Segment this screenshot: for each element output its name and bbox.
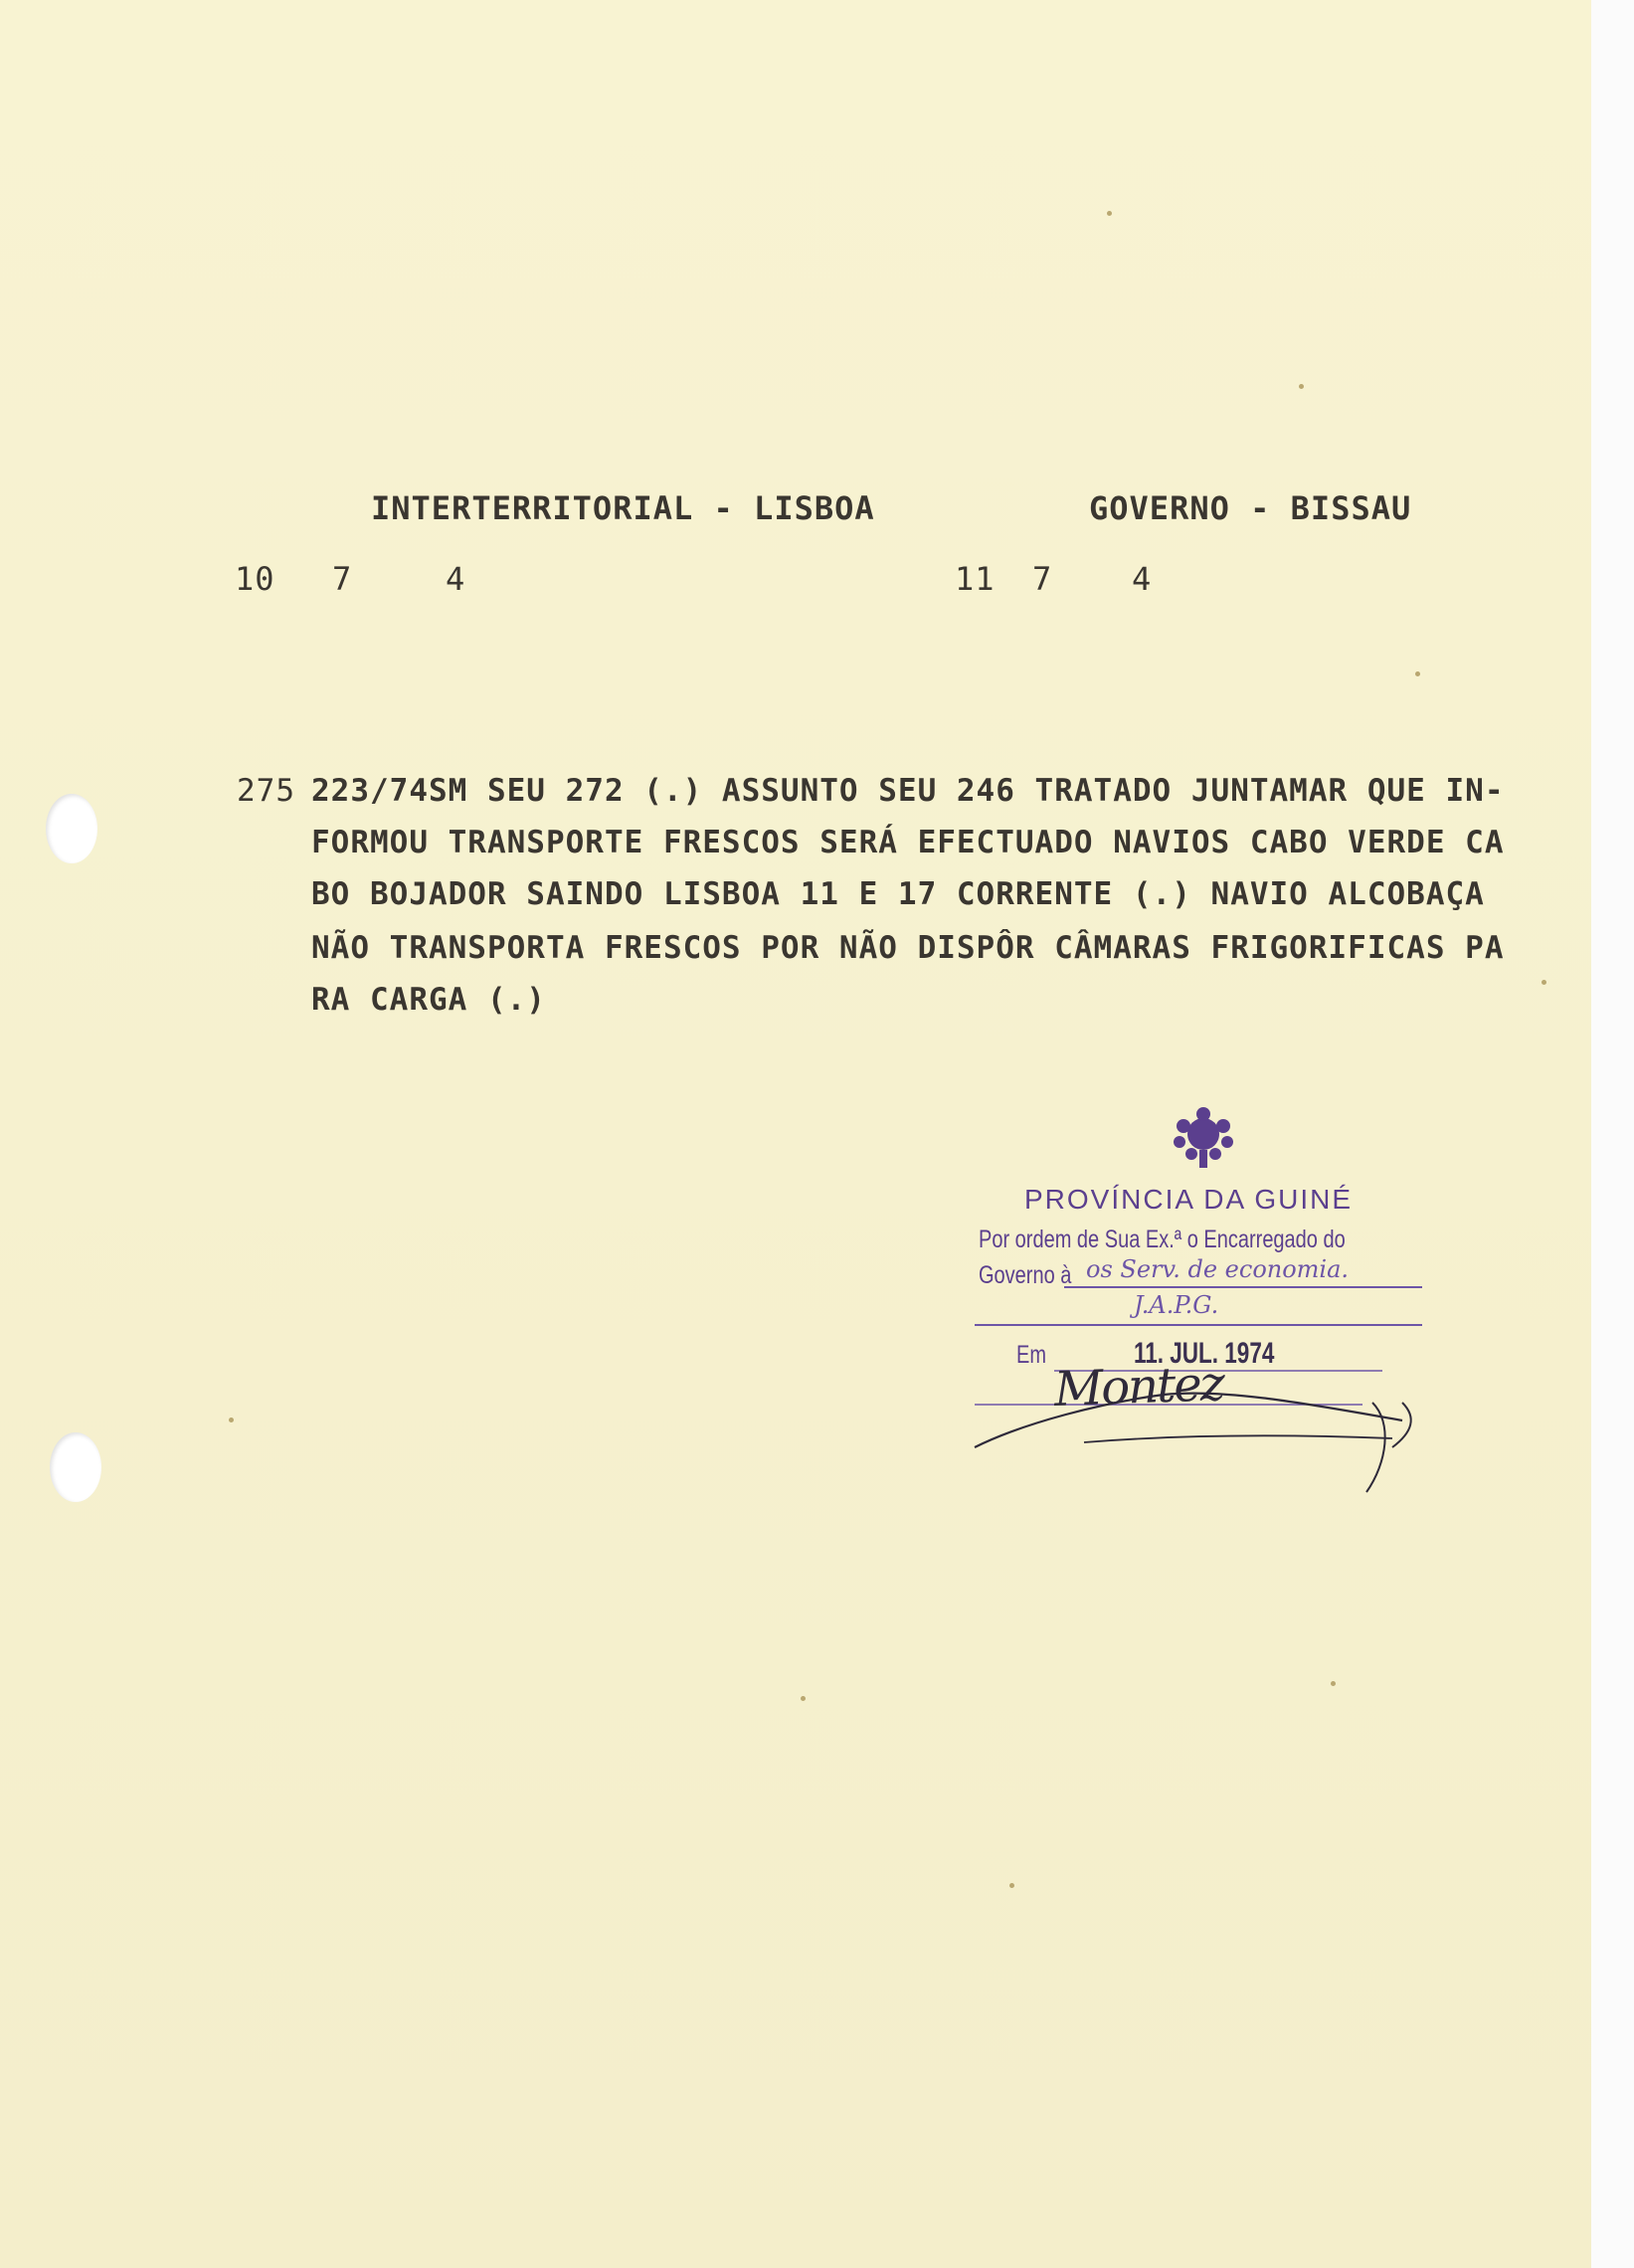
message-line: FORMOU TRANSPORTE FRESCOS SERÁ EFECTUADO NAVIOS CABO VERDE CA [311, 825, 1505, 860]
stamp-order-line: Por ordem de Sua Ex.ª o Encarregado do [979, 1226, 1346, 1253]
paper-speck [801, 1696, 806, 1701]
message-line: NÃO TRANSPORTA FRESCOS POR NÃO DISPÔR CÂMARAS FRIGORIFICAS PA [311, 930, 1505, 966]
coat-of-arms-icon [1154, 1104, 1253, 1174]
signature: Montez [1053, 1356, 1224, 1418]
scan-edge [1591, 0, 1634, 2268]
paper-speck [1542, 980, 1546, 985]
sent-year: 4 [446, 560, 466, 598]
stamp-date-prefix: Em [1016, 1341, 1046, 1369]
official-stamp [965, 1104, 1482, 1502]
sent-day: 10 [235, 560, 275, 598]
received-month: 7 [1032, 560, 1053, 598]
sent-month: 7 [332, 560, 353, 598]
header-from: INTERTERRITORIAL - LISBOA [371, 489, 875, 527]
received-day: 11 [955, 560, 996, 598]
received-year: 4 [1132, 560, 1153, 598]
stamp-handwritten-service: os Serv. de economia. [1086, 1255, 1350, 1283]
stamp-handwritten-initials: J.A.P.G. [1134, 1291, 1219, 1319]
punch-hole-top [46, 794, 97, 863]
paper-speck [229, 1418, 234, 1422]
paper-speck [1331, 1681, 1336, 1686]
message-line: BO BOJADOR SAINDO LISBOA 11 E 17 CORRENTE (.) NAVIO ALCOBAÇA [311, 876, 1485, 912]
stamp-province: PROVÍNCIA DA GUINÉ [1024, 1184, 1354, 1215]
punch-hole-bottom [50, 1432, 101, 1502]
message-line: 223/74SM SEU 272 (.) ASSUNTO SEU 246 TRATADO JUNTAMAR QUE IN- [311, 773, 1505, 809]
header-to: GOVERNO - BISSAU [1089, 489, 1412, 527]
message-line: RA CARGA (.) [311, 982, 546, 1018]
paper-speck [1299, 384, 1304, 389]
paper-speck [1415, 671, 1420, 676]
stamp-governo-prefix: Governo à [979, 1261, 1072, 1289]
stamp-date: 11. JUL. 1974 [1134, 1337, 1275, 1370]
message-number: 275 [237, 773, 295, 809]
paper-speck [1107, 211, 1112, 216]
paper-speck [1009, 1883, 1014, 1888]
